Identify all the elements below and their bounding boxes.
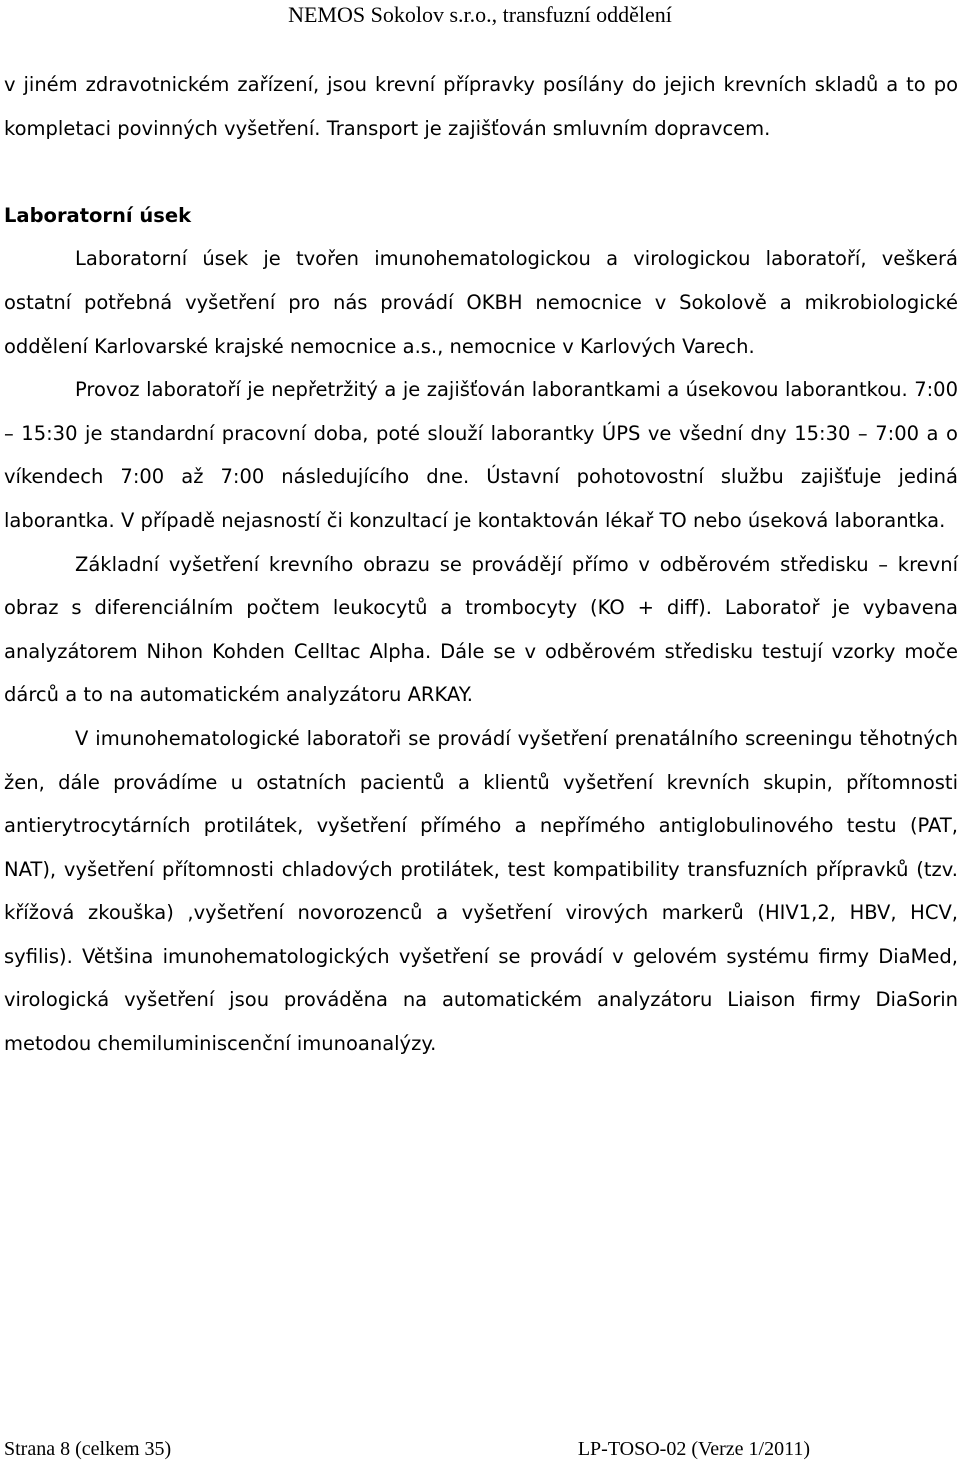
- paragraph-operation: Provoz laboratoří je nepřetržitý a je zajišťován laborantkami a úsekovou laborantkou. 7:00 – 15:30 je standardní pracovní doba, poté slouží laborantky ÚPS ve všední dny 15:30 – 7:00 a o víkendech 7:00 až 7:00 následujícího dne. Ústavní pohotovostní službu zajišťuje jediná laborantka. V případě nejasností či konzultací je kontaktován lékař TO nebo úseková laborantka.: [4, 378, 958, 532]
- document-body: [4, 63, 958, 1066]
- intro-paragraph: v jiném zdravotnickém zařízení, jsou krevní přípravky posílány do jejich krevních skladů a to po kompletaci povinných vyšetření. Transport je zajišťován smluvním dopravcem.: [4, 73, 958, 140]
- paragraph-blood-count: Základní vyšetření krevního obrazu se provádějí přímo v odběrovém středisku – krevní obraz s diferenciálním počtem leukocytů a trombocyty (KO + diff). Laboratoř je vybavena analyzátorem Nihon Kohden Celltac Alpha. Dále se v odběrovém středisku testují vzorky moče dárců a to na automatickém analyzátoru ARKAY.: [4, 552, 958, 707]
- spacer: [4, 150, 958, 194]
- document-id: LP-TOSO-02 (Verze 1/2011): [577, 1438, 810, 1460]
- page-header: NEMOS Sokolov s.r.o., transfuzní oddělení: [288, 2, 672, 27]
- paragraph-lab-section: Laboratorní úsek je tvořen imunohematologickou a virologickou laboratoří, veškerá ostatní potřebná vyšetření pro nás provádí OKBH nemocnice v Sokolově a mikrobiologické oddělení Karlovarské krajské nemocnice a.s., nemocnice v Karlových Varech.: [4, 247, 958, 358]
- section-heading: Laboratorní úsek: [4, 203, 192, 227]
- paragraph-immunohematology: V imunohematologické laboratoři se provádí vyšetření prenatálního screeningu těhotných žen, dále provádíme u ostatních pacientů a klientů vyšetření krevních skupin, přítomnosti antierytrocytárních protilátek, vyšetření přímého a nepřímého antiglobulinového testu (PAT, NAT), vyšetření přítomnosti chladových protilátek, test kompatibility transfuzních přípravků (tzv. křížová zkouška) ,vyšetření novorozenců a vyšetření virových markerů (HIV1,2, HBV, HCV, syfilis). Většina imunohematologických vyšetření se provádí v gelovém systému firmy DiaMed, virologická vyšetření jsou prováděna na automatickém analyzátoru Liaison firmy DiaSorin metodou chemiluminiscenční imunoanalýzy.: [4, 726, 958, 1056]
- page-number: Strana 8 (celkem 35): [4, 1438, 172, 1460]
